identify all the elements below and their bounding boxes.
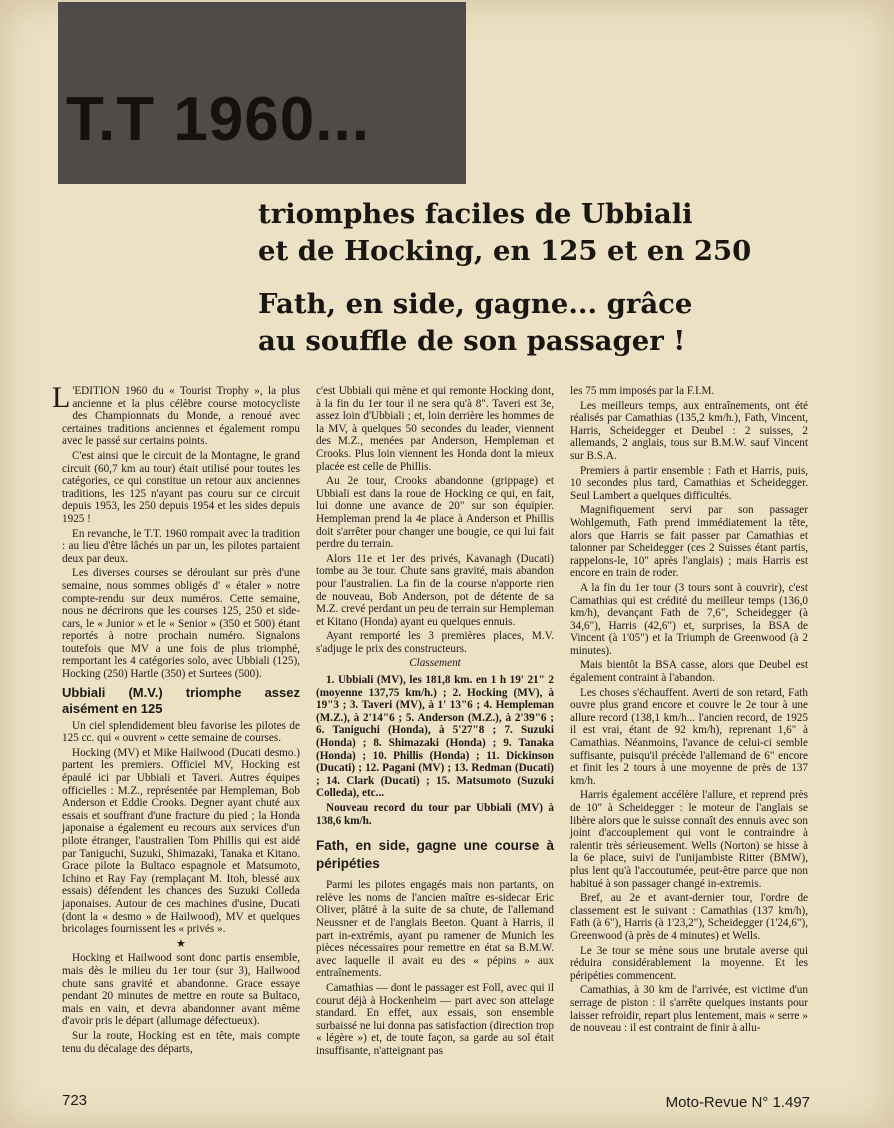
paragraph: Mais bientôt la BSA casse, alors que Deubel est également contraint à l'abandon. (570, 659, 808, 685)
paragraph: A la fin du 1er tour (3 tours sont à couvrir), c'est Camathias qui est crédité du meilleur temps (136,0 km/h), devançant Fath de 7,6", Scheidegger (à 34,6"), Harris (42,6") et, surprises, la BSA de Vincent (à 1'05") et la Triumph de Greenwood (à 2 minutes). (570, 581, 808, 657)
subtitle-secondary (258, 286, 692, 360)
paragraph: C'est ainsi que le circuit de la Montagne, le grand circuit (60,7 km au tour) était utilisé pour toutes les catégories, ce qui constitue un retour aux anciennes traditions, les 125 n'ayant pas couru sur ce circuit depuis 1953, les 250 depuis 1954 et les sides depuis 1925 ! (62, 449, 300, 525)
subtitle-line-1: triomphes faciles de Ubbiali (258, 198, 693, 230)
section-heading-ubbiali: Ubbiali (M.V.) triomphe assez aisément en 125 (62, 684, 300, 716)
paragraph: Hocking (MV) et Mike Hailwood (Ducati desmo.) partent les premiers. Officiel MV, Hocking est épaulé ici par Ubbiali et Taveri. Autres équipes officielles : M.Z., représentée par Hempleman, Bob Anderson et Eddie Crooks. Degner ayant chuté aux essais et souffrant d'une fracture du pied ; la Honda japonaise a également eu recours aux services d'un pilote étranger, l'australien Tom Phillis qui est aidé par Taniguchi, Suzuki, Shimazaki, Tanaka et Kitano. Grace pilote la Bultaco espagnole et Matsumoto, Ichino et Ray Fay (remplaçant M. Itoh, blessé aux essais) défendent les chances des Suzuki Colleda japonaises. Autour de ces machines d'usine, Ducati (dont la « desmo » de Hailwood), MV et quelques bricolages fournissent les « privés ». (62, 746, 300, 936)
paragraph: Un ciel splendidement bleu favorise les pilotes de 125 cc. qui « ouvrent » cette semaine de courses. (62, 719, 300, 745)
paragraph: Ayant remporté les 3 premières places, M.V. s'adjuge le prix des constructeurs. (316, 630, 554, 655)
paragraph: En revanche, le T.T. 1960 rompait avec la tradition : au lieu d'être lâchés un par un, les pilotes partaient deux par deux. (62, 527, 300, 565)
page-number: 723 (62, 1092, 88, 1109)
page-title: T.T 1960... (66, 85, 370, 154)
article-column-1 (52, 381, 300, 1057)
magazine-issue: Moto-Revue N° 1.497 (665, 1094, 810, 1111)
classement-heading: Classement (409, 657, 461, 670)
article-column-2 (316, 385, 554, 1060)
subtitle-primary (258, 196, 751, 270)
paragraph: Sur la route, Hocking est en tête, mais compte tenu du décalage des départs, (62, 1029, 300, 1055)
paragraph: Les meilleurs temps, aux entraînements, ont été réalisés par Camathias (135,2 km/h.), Fath, Vincent, Harris, Scheidegger et Deubel : 2 suisses, 2 allemands, 2 anglais, tous sur B.M.W. sauf Vincent sur B.S.A. (570, 399, 808, 462)
paragraph: Parmi les pilotes engagés mais non partants, on relève les noms de l'ancien maître es-sidecar Eric Oliver, plâtré à la suite de sa chute, de l'allemand Neussner et de l'anglais Beeton. Quant à Harris, il part in-extrémis, ayant pu ramener de Munich les pièces nécessaires pour remettre en état sa B.M.W. avec laquelle il avait eu des « pépins » aux entraînements. (316, 879, 554, 980)
paragraph: Au 2e tour, Crooks abandonne (grippage) et Ubbiali est dans la roue de Hocking ce qui, en fait, lui donne une avance de 20" sur son équipier. Hempleman prend la 4e place à Anderson et Phillis doit s'arrêter pour changer une bougie, ce qui lui fait perdre du terrain. (316, 475, 554, 551)
lap-record: Nouveau record du tour par Ubbiali (MV) à 138,6 km/h. (316, 802, 554, 827)
classement-results: 1. Ubbiali (MV), les 181,8 km. en 1 h 19' 21" 2 (moyenne 137,75 km/h.) ; 2. Hocking (MV), à 19"3 ; 3. Taveri (MV), à 1' 13"6 ; 4. Hempleman (M.Z.), à 2'14"6 ; 5. Anderson (M.Z.), à 2'39"6 ; 6. Taniguchi (Honda), à 5'27"8 ; 7. Suzuki (Honda) ; 8. Shimazaki (Honda) ; 9. Tanaka (Honda) ; 10. Phillis (Honda) ; 11. Dickinson (Ducati) ; 12. Pagani (MV) ; 13. Redman (Ducati) ; 14. Clark (Ducati) ; 15. Matsumoto (Suzuki Colleda), etc... (316, 674, 554, 800)
paragraph: Bref, au 2e et avant-dernier tour, l'ordre de classement est le suivant : Camathias (137 km/h), Fath (à 6"), Harris (à 1'23,2"), Scheidegger (1'24,6"), Greenwood (à près de 4 minutes) et Wells. (570, 892, 808, 942)
paragraph: Camathias — dont le passager est Foll, avec qui il courut déjà à Hockenheim — part avec son attelage standard. En effet, aux essais, son ensemble surbaissé ne lui donna pas satisfaction (direction trop « légère ») et, de toute façon, sa garde au sol était insuffisante, n'atteignant pas (316, 981, 554, 1057)
subtitle-line-2: et de Hocking, en 125 et en 250 (258, 235, 752, 267)
paragraph: c'est Ubbiali qui mène et qui remonte Hocking dont, à la fin du 1er tour il ne sera qu'à 8". Taveri est 3e, assez loin d'Ubbiali ; et, loin derrière les hommes de la MV, à quelques 50 secondes du leader, viennent des M.Z., menées par Anderson, Hempleman et Crooks. Plus loin viennent les Honda dont la mieux placée est celle de Phillis. (316, 385, 554, 473)
paragraph: les 75 mm imposés par la F.I.M. (570, 385, 715, 397)
section-heading-fath: Fath, en side, gagne une course à péripéties (316, 838, 554, 872)
paragraph: Les choses s'échauffent. Averti de son retard, Fath ouvre plus grand encore et couvre le 2e tour à une allure record (138,1 km/h... l'ancien record, de 1925 il est vrai, étant de 92 km/h), reprenant 1,6" à Camathias. Néanmoins, l'avance de celui-ci semble suffisante, puisqu'il précède l'allemand de 6" encore et finit les 2 tours à une moyenne de près de 137 km/h. (570, 686, 808, 787)
paragraph: Hocking et Hailwood sont donc partis ensemble, mais dès le milieu du 1er tour (sur 3), Hailwood chute sans gravité et abandonne. Grace essaye pendant 20 minutes de mettre en route sa Bultaco, mais en vain, et devra abandonner avant même d'avoir pris le départ (allumage défectueux). (62, 952, 300, 1028)
paragraph: Alors 11e et 1er des privés, Kavanagh (Ducati) tombe au 3e tour. Chute sans gravité, mais abandon pour l'australien. La fin de la course n'apporte rien de nouveau, Bob Anderson, pot de détente de sa M.Z. crevé perdant un peu de terrain sur Hempleman et Kitano (Honda) ayant eu quelques ennuis. (316, 552, 554, 628)
paragraph: Camathias, à 30 km de l'arrivée, est victime d'un serrage de piston : il s'arrête quelques instants pour laisser refroidir, repart plus lentement, mais « serre » de nouveau : il est contraint de finir à allu- (570, 984, 808, 1035)
paragraph: Le 3e tour se mène sous une brutale averse qui réduira considérablement la moyenne. Et les péripéties commencent. (570, 944, 808, 982)
star-separator: ★ (175, 937, 187, 950)
article-column-3 (570, 385, 808, 1037)
paragraph: Les diverses courses se déroulant sur près d'une semaine, nous sommes obligés d' « étaler » notre compte-rendu sur deux numéros. Cette semaine, nous ne décrirons que les courses 125, 250 et side-cars, le « Junior » et le « Senior » (350 et 500) étant reportés à notre prochain numéro. Signalons toutefois que MV a une fois de plus triomphé, remportant les 4 catégories solo, avec Ubbiali (125), Hocking (250) Hartle (350) et Surtees (500). (62, 567, 300, 681)
paragraph: Harris également accélère l'allure, et reprend près de 10" à Scheidegger : le moteur de l'anglais se libère alors que le suisse connaît des ennuis avec son joint d'accouplement qui vont le contraindre à ralentir très sérieusement. Wells (Norton) se hisse à la 6e place, suivi de l'unijambiste Ritter (BMW), plus lent qu'à l'accoutumée, peut-être parce que non habitué à son passager changé in-extremis. (570, 789, 808, 890)
subtitle-line-4: au souffle de son passager ! (258, 325, 686, 357)
paragraph: Magnifiquement servi par son passager Wohlgemuth, Fath prend immédiatement la tête, alors que Harris se fait passer par Camathias et talonner par Scheidegger (ces 2 Suisses étant partis, rappelons-le, 10" après l'anglais) ; mais Harris est encore en train de roder. (570, 504, 808, 580)
paragraph: L 'EDITION 1960 du « Tourist Trophy », la plus ancienne et la plus célèbre course motocycliste des Championnats du Monde, a renoué avec certaines traditions anciennes et également rompu avec le passé sur certains points. (52, 381, 300, 448)
subtitle-line-3: Fath, en side, gagne... grâce (258, 288, 693, 320)
drop-cap: L (52, 381, 71, 414)
paragraph: Premiers à partir ensemble : Fath et Harris, puis, 10 secondes plus tard, Camathias et Scheidegger. Seul Lambert a quelques difficultés. (570, 464, 808, 502)
